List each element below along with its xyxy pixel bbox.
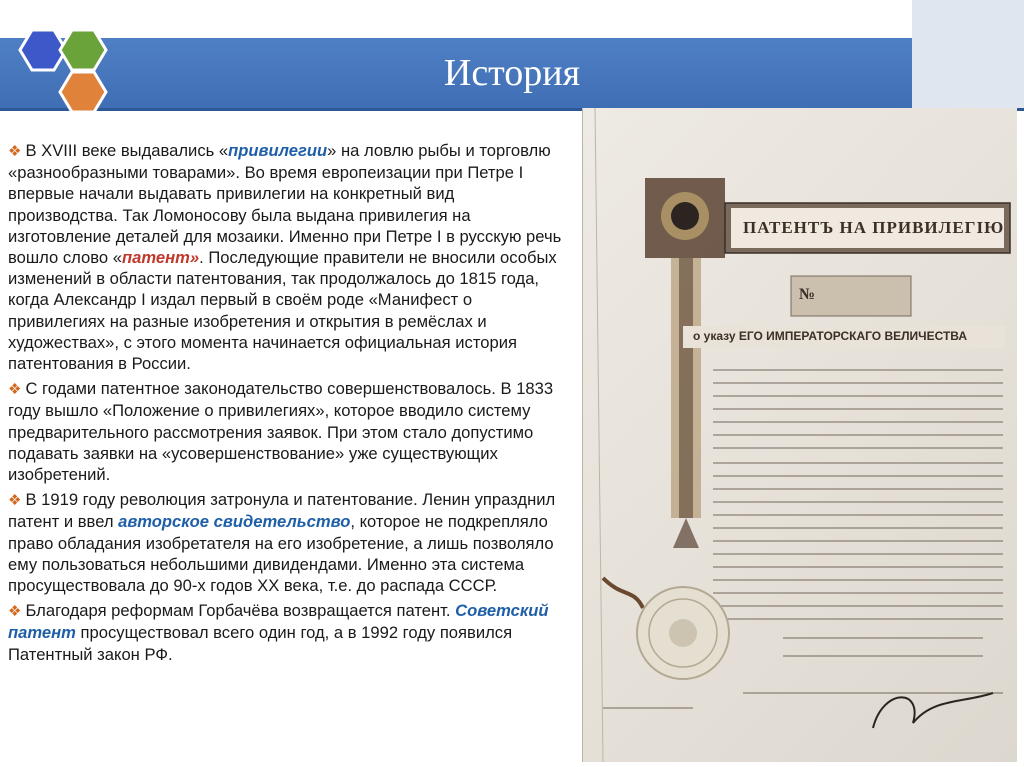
patent-number-text: № xyxy=(799,286,816,303)
highlighted-term: Советский патент xyxy=(8,601,549,643)
patent-heading-text: о указу ЕГО ИМПЕРАТОРСКАГО ВЕЛИЧЕСТВА xyxy=(693,329,968,343)
top-strip-right xyxy=(912,0,1024,38)
paragraph-text: просуществовал всего один год, а в 1992 году появился Патентный закон РФ. xyxy=(8,623,513,664)
paragraph-text: С годами патентное законодательство совершенствовалось. В 1833 году вышло «Положение о привилегиях», которое вводило систему предварительного рассмотрения заявок. При этом стало допустимо подавать заявки на «усовершенствование» уже существующих изобретений. xyxy=(8,379,554,485)
diamond-bullet-icon: ❖ xyxy=(8,381,22,399)
bullet-paragraph xyxy=(8,489,568,596)
bullet-paragraph xyxy=(8,140,568,374)
paragraph-text: В XVIII веке выдавались « xyxy=(25,141,229,160)
top-strip xyxy=(0,0,1024,38)
diamond-bullet-icon: ❖ xyxy=(8,143,22,160)
paragraph-text: » на ловлю рыбы и торговлю «разнообразными товарами». Во время европеизации при Петре I впервые начали выдавать привилегии на конкретный вид производства. Так Ломоносову была выдана привилегия на изготовление деталей для мозаики. Именно при Петре I в русскую речь вошло слово « xyxy=(8,141,562,268)
diamond-bullet-icon: ❖ xyxy=(8,603,22,621)
highlighted-term: привилегии xyxy=(228,141,328,160)
bullet-paragraph xyxy=(8,378,568,485)
bullet-paragraph xyxy=(8,600,568,665)
patent-document-image xyxy=(582,108,1017,762)
paragraph-text: Благодаря реформам Горбачёва возвращается патент. xyxy=(25,601,456,621)
hexagon-orange xyxy=(60,72,106,112)
hexagon-green xyxy=(60,30,106,70)
paragraph-text: В 1919 году революция затронула и патентование. Ленин упразднил патент и ввел xyxy=(8,490,556,532)
hexagon-cluster-icon xyxy=(8,20,118,120)
paragraph-text: . Последующие правители не вносили особых изменений в области патентования, так продолжалось до 1815 года, когда Александр I издал первый в своём роде «Манифест о привилегиях на разные изобретения и открытия в ремёслах и художествах», с этого момента начинается официальная история патентования в России. xyxy=(8,248,557,374)
slide-text xyxy=(8,140,568,669)
slide-title: История xyxy=(443,52,581,94)
highlighted-term: авторское свидетельство xyxy=(118,512,351,532)
highlighted-term: патент» xyxy=(121,248,200,268)
paragraph-text: , которое не подкрепляло право обладания изобретателя на его изобретение, а лишь позволяло ему пользоваться небольшими дивидендами. Именно эта система просуществовала до 90-х годов XX века, т.е. до распада СССР. xyxy=(8,512,554,596)
patent-document-illustration xyxy=(583,108,1017,762)
patent-banner-text: ПАТЕНТЪ НА ПРИВИЛЕГІЮ xyxy=(743,218,1005,237)
diamond-bullet-icon: ❖ xyxy=(8,492,22,510)
